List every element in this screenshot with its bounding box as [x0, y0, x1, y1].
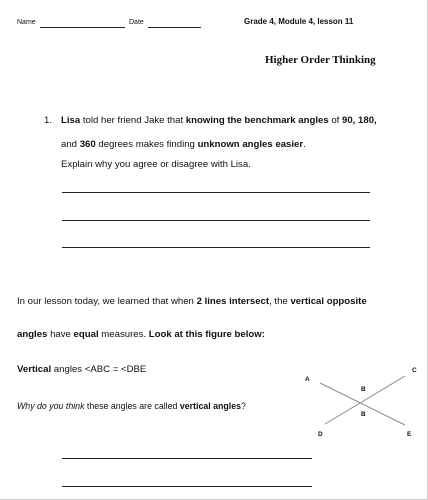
why-italic: Why do you think: [17, 401, 85, 411]
q1-text-a: told her friend Jake that: [80, 115, 186, 126]
why-text: these angles are called: [84, 401, 180, 411]
point-c-label: C: [412, 367, 417, 374]
answer-line[interactable]: [62, 486, 312, 487]
para-bold-c: angles: [17, 329, 48, 340]
q1-bold-d: unknown angles easier: [197, 139, 304, 150]
question-prompt: Explain why you agree or disagree with Lisa.: [61, 159, 251, 170]
q1-text-d: degrees makes finding: [95, 139, 198, 150]
answer-line[interactable]: [62, 458, 312, 459]
q1-bold-c: 360: [79, 139, 96, 150]
vertical-bold: Vertical: [17, 364, 52, 375]
question-number: 1.: [44, 115, 53, 126]
para-text-a: In our lesson today, we learned that when: [17, 296, 197, 307]
q1-name: Lisa: [61, 115, 81, 126]
q1-text-b: of: [328, 115, 343, 126]
para-text-c: have: [47, 329, 74, 340]
date-label: Date: [129, 19, 144, 26]
para-text-d: measures.: [98, 329, 149, 340]
vertical-rest: angles <ABC = <DBE: [51, 364, 147, 375]
para-bold-a: 2 lines intersect: [196, 296, 270, 307]
q1-bold-b: 90, 180,: [342, 115, 377, 126]
q1-period: .: [303, 139, 306, 150]
para-bold-b: vertical opposite: [290, 296, 367, 307]
q1-bold-a: knowing the benchmark angles: [185, 115, 329, 126]
point-a-label: A: [305, 376, 310, 383]
point-b-label-bottom: B: [361, 411, 366, 418]
para-bold-e: Look at this figure below:: [148, 329, 265, 340]
para-text-b: , the: [269, 296, 291, 307]
lesson-label: Grade 4, Module 4, lesson 11: [244, 17, 354, 26]
page-title: Higher Order Thinking: [265, 54, 376, 66]
point-e-label: E: [407, 431, 412, 438]
point-d-label: D: [318, 431, 323, 438]
name-label: Name: [17, 19, 36, 26]
q1-text-c: and: [61, 139, 80, 150]
why-bold: vertical angles: [179, 401, 241, 411]
point-b-label-top: B: [361, 386, 366, 393]
why-end: ?: [240, 401, 246, 411]
para-bold-d: equal: [73, 329, 99, 340]
